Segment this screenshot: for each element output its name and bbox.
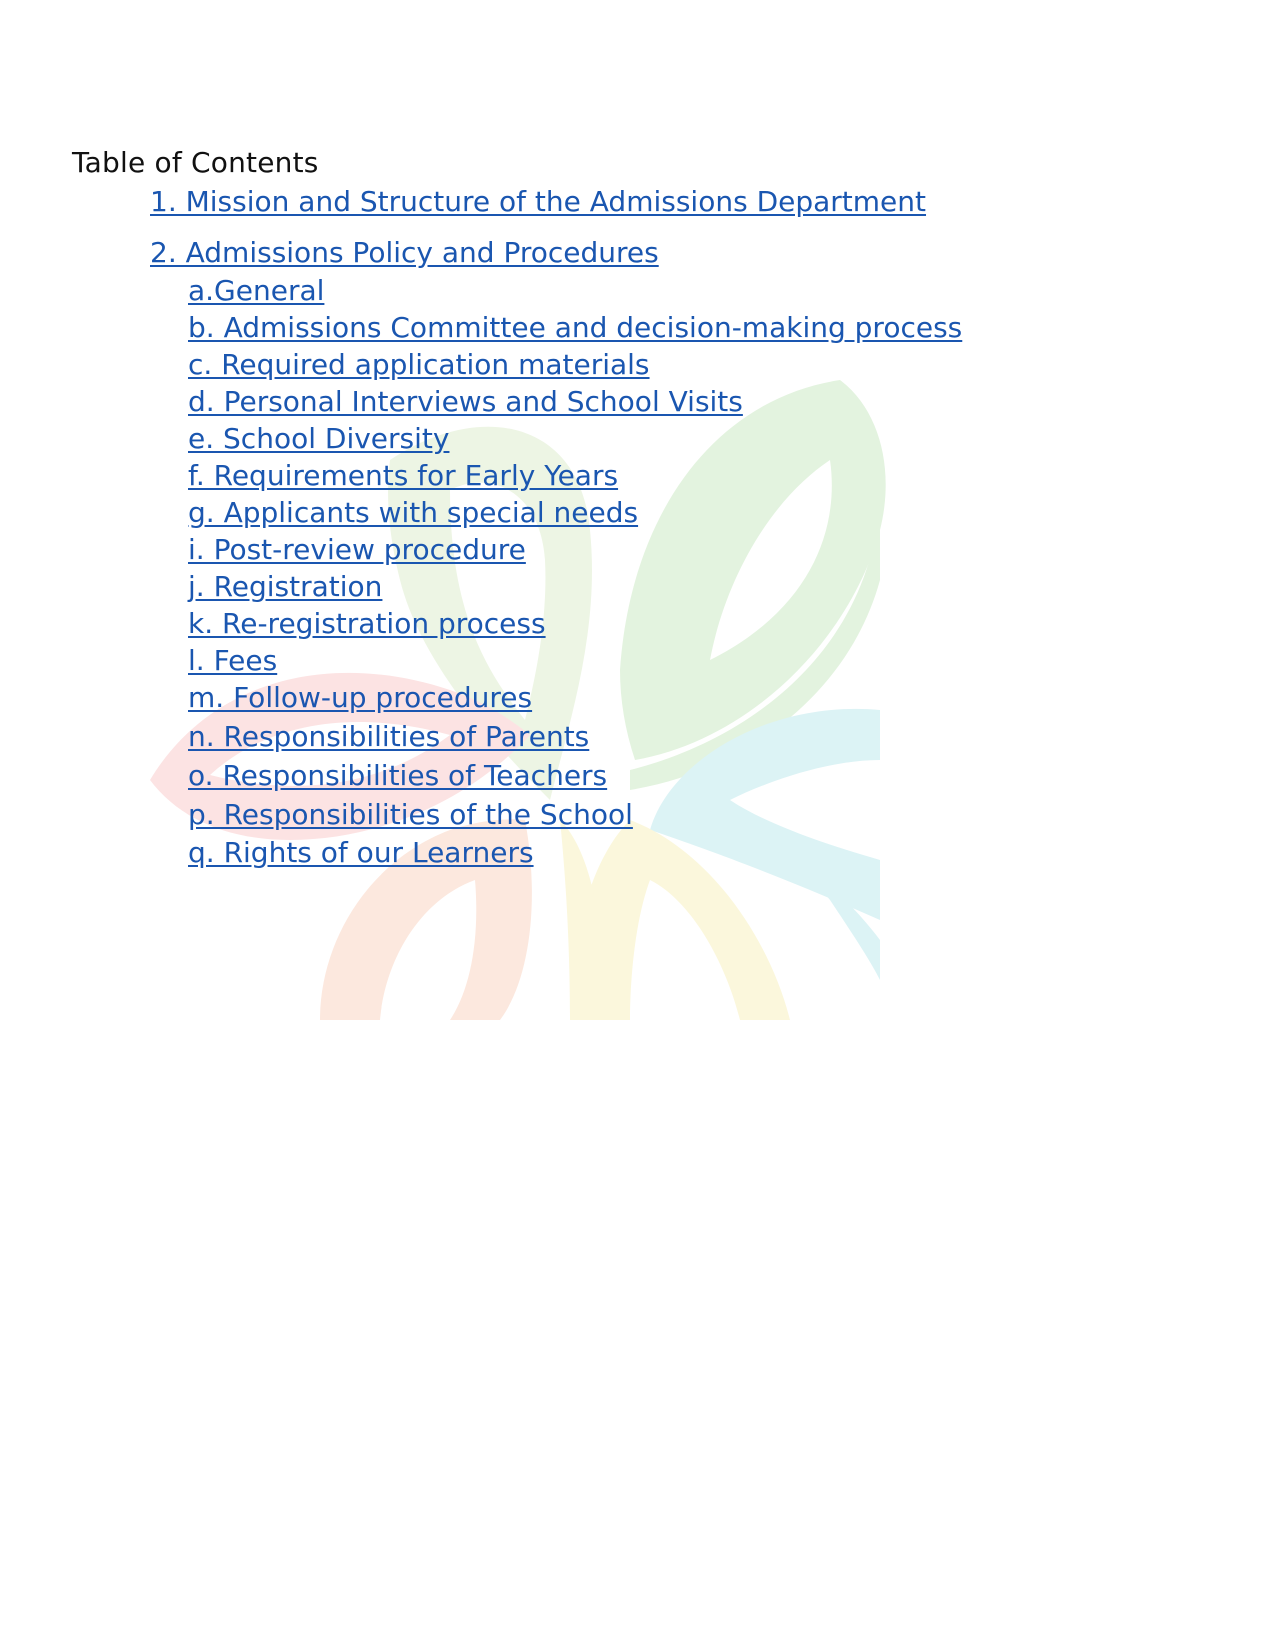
toc-link-early-years[interactable]: f. Requirements for Early Years [188,459,619,492]
toc-link-school[interactable]: p. Responsibilities of the School [188,798,633,831]
toc-link-interviews-visits[interactable]: d. Personal Interviews and School Visits [188,385,743,418]
toc-link-mission-structure[interactable]: 1. Mission and Structure of the Admissions Department [150,185,927,218]
toc-link-admissions-policy[interactable]: 2. Admissions Policy and Procedures [150,236,659,269]
toc-link-fees[interactable]: l. Fees [188,644,278,677]
toc-link-post-review[interactable]: i. Post-review procedure [188,533,526,566]
toc-link-parents[interactable]: n. Responsibilities of Parents [188,720,590,753]
toc-link-admissions-committee[interactable]: b. Admissions Committee and decision-making process [188,311,963,344]
toc-link-general[interactable]: a.General [188,274,325,307]
toc-link-registration[interactable]: j. Registration [188,570,383,603]
toc-link-school-diversity[interactable]: e. School Diversity [188,422,450,455]
toc-link-special-needs[interactable]: g. Applicants with special needs [188,496,639,529]
toc-link-learners[interactable]: q. Rights of our Learners [188,836,534,869]
toc-link-teachers[interactable]: o. Responsibilities of Teachers [188,759,608,792]
toc-link-re-registration[interactable]: k. Re-registration process [188,607,546,640]
toc-link-required-materials[interactable]: c. Required application materials [188,348,650,381]
toc-title: Table of Contents [72,146,319,179]
toc-link-follow-up[interactable]: m. Follow-up procedures [188,681,533,714]
